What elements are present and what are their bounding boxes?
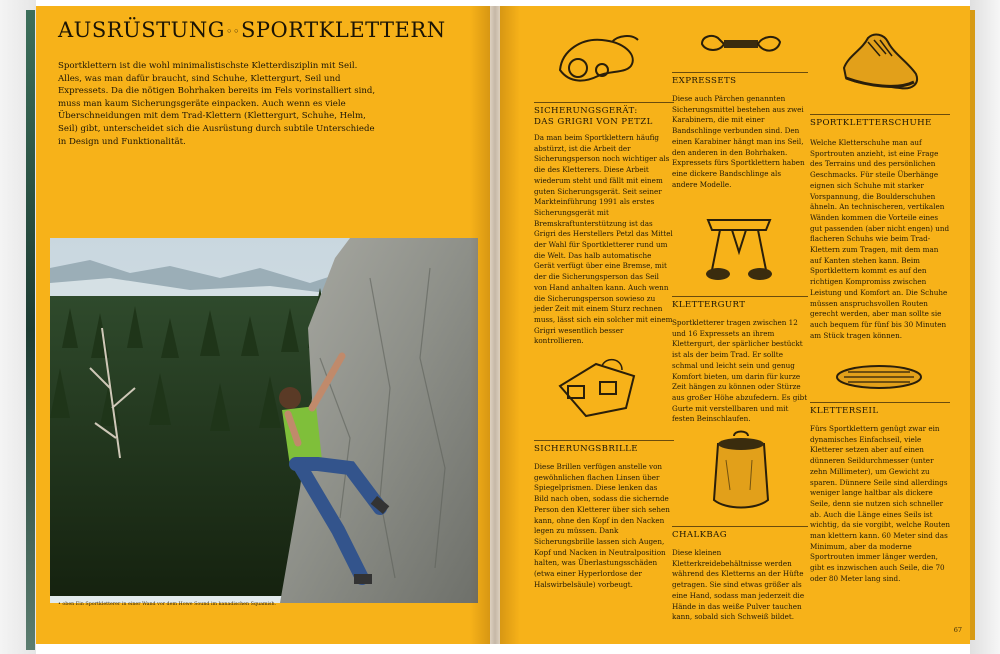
text-chalkbag: Diese kleinen Kletterkreidebehältnisse werden während des Kletterns an der Hüfte getragen. Sie sind etwas größer als eine Hand, sodass man jederzeit die Hände in das weiße Pulver tauchen kann, sobald sich Schweiß bildet. (672, 548, 805, 622)
rule (810, 114, 950, 115)
rope-icon (834, 362, 924, 392)
rule (672, 72, 808, 73)
title-separator: ◦◦ (226, 25, 240, 38)
harness-icon (702, 212, 776, 286)
left-page (36, 6, 490, 644)
title-part-1: AUSRÜSTUNG (58, 18, 226, 42)
page-title (58, 18, 446, 42)
heading-chalkbag: CHALKBAG (672, 530, 727, 540)
belay-glasses-icon (556, 356, 640, 424)
text-klettergurt: Sportkletterer tragen zwischen 12 und 16 Expressets an ihrem Klettergurt, der spärlicher bestückt ist als der beim Trad. Er sollte schmal und leicht sein und genug Komfort bieten, um darin für kurze Zeit hängen zu können oder Stürze aus großer Höhe abzufedern. Es gibt Gurte mit verstellbaren und mit festen Beinschlaufen. (672, 318, 808, 424)
heading-klettergurt: KLETTERGURT (672, 300, 746, 310)
quickdraw-icon (698, 32, 784, 56)
text-sicherungsgeraet: Da man beim Sportklettern häufig abstürzt, ist die Arbeit der Sicherungsperson noch wichtiger als die des Kletterers. Diese Arbeit wiederum steht und fällt mit einem guten Sicherungsgerät. Seit seiner Markteinführung 1991 als erstes Sicherungsgerät mit Bremskraftunterstützung ist das Grigri des Herstellers Petzl das Mittel der Wahl für Sportkletterer rund um die Welt. Das halb automatische Gerät verfügt über eine Bremse, mit der die Sicherungsperson das Seil von Hand anhalten kann. Auch wenn die Sicherungsperson sowieso zu jeder Zeit mit einem Sturz rechnen muss, lässt sich ein solcher mit einem Grigri wesentlich besser kontrollieren. (534, 133, 673, 346)
climbing-shoe-icon (838, 28, 922, 96)
climber-photo (50, 238, 478, 603)
rule (810, 402, 950, 403)
heading-sicherungsbrille: SICHERUNGSBRILLE (534, 444, 638, 454)
heading-sportkletterschuhe: SPORTKLETTERSCHUHE (810, 118, 932, 128)
rule (534, 440, 674, 441)
chalk-bag-icon (706, 430, 776, 512)
cover-strip-left (26, 10, 35, 650)
book-spine-shadow (470, 6, 520, 644)
book-edge-left (0, 0, 36, 654)
photo-caption: • oben Ein Sportkletterer in einer Wand vor dem Howe Sound im kanadischen Squamish. (58, 602, 277, 607)
intro-text: Sportklettern ist die wohl minimalistischste Kletterdisziplin mit Seil. Alles, was man dafür braucht, sind Schuhe, Klettergurt, Seil und Expressets. Da die nötigen Bohrhaken bereits im Fels vorinstalliert sind, muss man kaum Sicherungsgeräte einpacken. Auch wenn es viele Überschneidungen mit dem Trad-Klettern (Klettergurt, Schuhe, Helm, Seil) gibt, unterscheidet sich die Ausrüstung durch subtile Unterschiede in Design und Funktionalität. (58, 61, 376, 147)
heading-sicherungsgeraet: SICHERUNGSGERÄT: DAS GRIGRI VON PETZL (534, 106, 653, 127)
grigri-icon (552, 30, 642, 88)
rule (672, 296, 808, 297)
right-page (500, 6, 970, 644)
text-sicherungsbrille: Diese Brillen verfügen anstelle von gewöhnlichen flachen Linsen über Spiegelprismen. Diese lenken das Bild nach oben, sodass die sichernde Person den Kletterer über sich sehen kann, ohne den Kopf in den Nacken legen zu müssen. Dank Sicherungsbrille lassen sich Augen, Kopf und Nacken in Neutralposition halten, was Überlastungsschäden (etwa einer Hyperlordose der Halswirbelsäule) vorbeugt. (534, 462, 670, 589)
rule (534, 102, 674, 103)
text-sportkletterschuhe: Welche Kletterschuhe man auf Sportrouten anzieht, ist eine Frage des Terrains und des persönlichen Geschmacks. Für steile Überhänge eignen sich Schuhe mit starker Vorspannung, die Boulderschuhen ähneln. An technischeren, vertikalen Wänden kommen die Vorteile eines gut passenden (aber nicht engen) und flacheren Schuhs wie beim Trad-Klettern zum Tragen, mit dem man auf Kanten stehen kann. Beim Sportklettern kommt es auf den richtigen Kompromiss zwischen Leistung und Komfort an. Die Schuhe müssen anspruchsvollen Routen gerecht werden, aber man sollte sie auch bequem für fünf bis 30 Minuten am Stück tragen können. (810, 138, 950, 340)
rule (672, 526, 808, 527)
book-edge-right (970, 0, 1000, 654)
heading-expressets: EXPRESSETS (672, 76, 737, 86)
heading-kletterseil: KLETTERSEIL (810, 406, 879, 416)
page-number: 67 (953, 626, 962, 634)
page-edge-right (970, 10, 975, 640)
text-expressets: Diese auch Pärchen genannten Sicherungsmittel bestehen aus zwei Karabinern, die mit einer Bandschlinge verbunden sind. Den einen Karabiner hängt man ins Seil, den anderen in den Bohrhaken. Expressets fürs Sportklettern haben eine dickere Bandschlinge als andere Modelle. (672, 94, 805, 189)
title-part-2: SPORTKLETTERN (241, 18, 446, 42)
text-kletterseil: Fürs Sportklettern genügt zwar ein dynamisches Einfachseil, viele Kletterer setzen aber auf einen dünneren Seildurchmesser (unter zehn Millimeter), um Gewicht zu sparen. Dünnere Seile sind allerdings weniger lange haltbar als dickere Seile, denn sie nutzen sich schneller ab. Auch die Länge eines Seils ist wichtig, da sie vorgibt, welche Routen man klettern kann. 60 Meter sind das Minimum, aber da moderne Sportrouten immer länger werden, gibt es inzwischen auch Seile, die 70 oder 80 Meter lang sind. (810, 424, 950, 583)
